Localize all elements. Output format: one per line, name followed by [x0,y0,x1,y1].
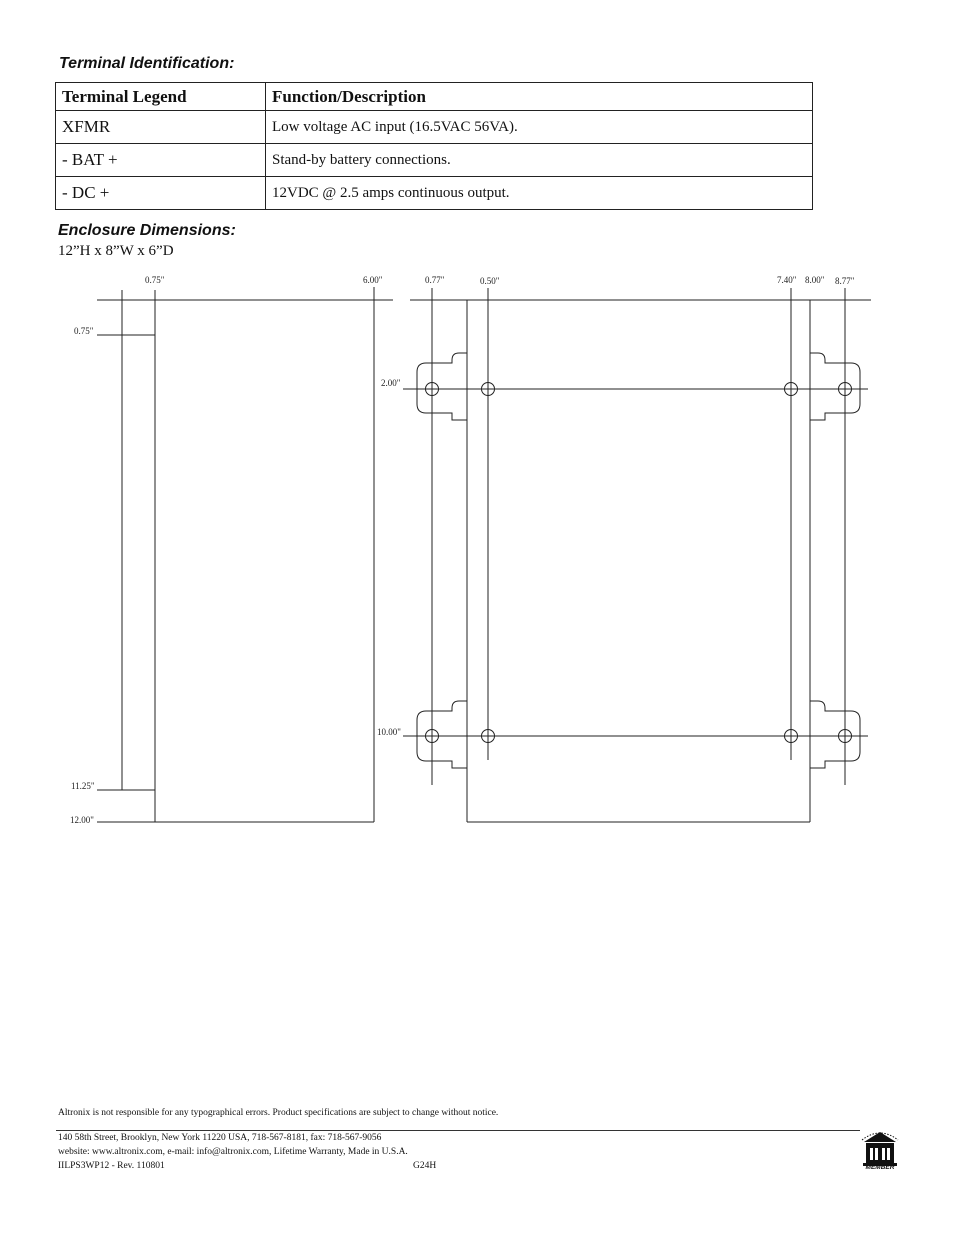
enclosure-dimensions-value: 12”H x 8”W x 6”D [58,243,174,259]
dim-label: 0.75" [74,326,94,336]
function-cell: Stand-by battery connections. [266,144,813,177]
dim-label: 0.77" [425,275,445,285]
dim-label: 12.00" [70,815,94,825]
dim-label: 2.00" [381,378,401,388]
dim-label: 8.77" [835,276,855,286]
dim-label: 10.00" [377,727,401,737]
terminal-identification-title: Terminal Identification: [59,55,235,72]
dim-label: 8.00" [805,275,825,285]
terminal-legend-cell: - BAT + [56,144,266,177]
header-terminal-legend: Terminal Legend [56,83,266,111]
member-label: MEMBER [865,1164,895,1171]
function-cell: Low voltage AC input (16.5VAC 56VA). [266,111,813,144]
disclaimer-text: Altronix is not responsible for any typographical errors. Product specifications are subject to change without notice. [58,1108,499,1118]
terminal-legend-cell: - DC + [56,177,266,210]
doc-number: IILPS3WP12 - Rev. 110801 [58,1161,165,1171]
enclosure-dimensions-title: Enclosure Dimensions: [58,222,236,239]
footer-divider [56,1130,860,1131]
terminal-legend-cell: XFMR [56,111,266,144]
function-cell: 12VDC @ 2.5 amps continuous output. [266,177,813,210]
dim-label: 7.40" [777,275,797,285]
dim-label: 11.25" [71,781,95,791]
dim-label: 6.00" [363,275,383,285]
header-function-description: Function/Description [266,83,813,111]
dim-label: 0.50" [480,276,500,286]
contact-line: website: www.altronix.com, e-mail: info@altronix.com, Lifetime Warranty, Made in U.S.A. [58,1147,408,1157]
doc-code: G24H [413,1161,437,1171]
address-line: 140 58th Street, Brooklyn, New York 11220 USA, 718-567-8181, fax: 718-567-9056 [58,1133,382,1143]
dim-label: 0.75" [145,275,165,285]
side-view [97,287,393,822]
front-view [403,288,871,822]
